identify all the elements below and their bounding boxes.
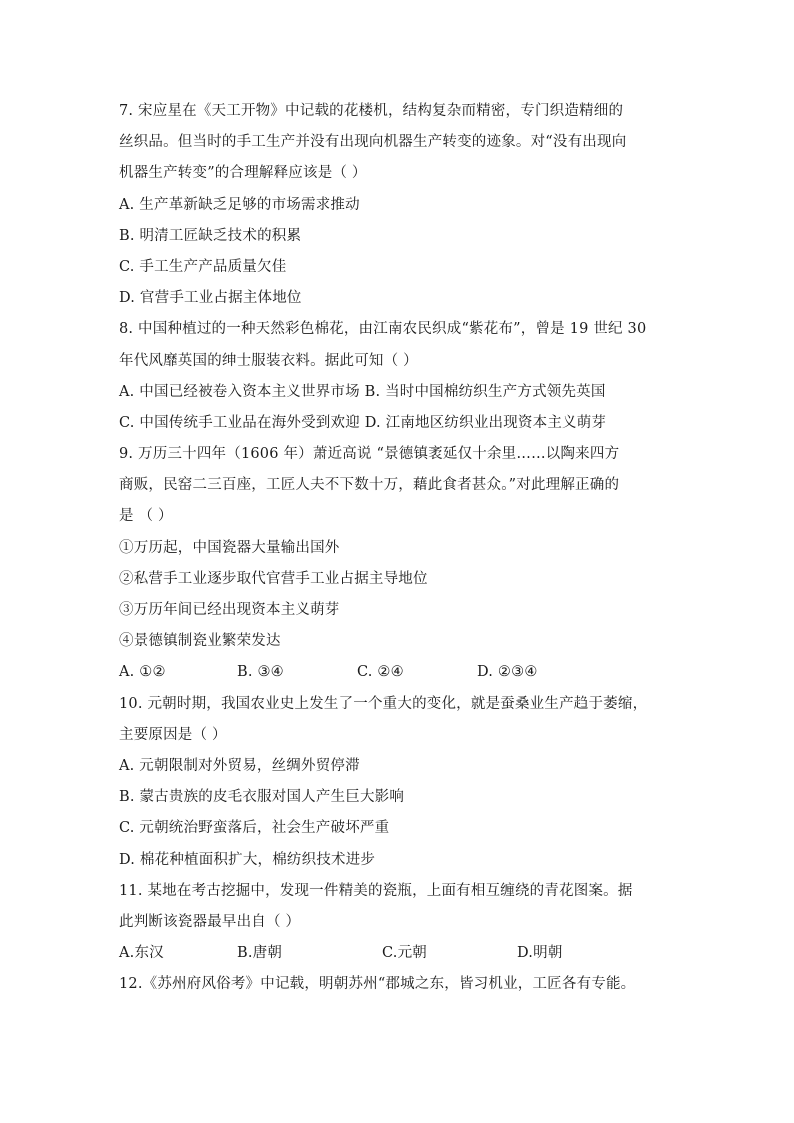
question-8-options-ab: A. 中国已经被卷入资本主义世界市场 B. 当时中国棉纺织生产方式领先英国 [119, 383, 606, 400]
question-7 [119, 96, 679, 314]
question-11 [119, 876, 679, 970]
question-11-stem-line-1: 11. 某地在考古挖掘中，发现一件精美的瓷瓶，上面有相互缠绕的青花图案。据 [119, 882, 633, 899]
question-9-option-c: C. ②④ [357, 664, 404, 681]
question-10-option-c: C. 元朝统治野蛮落后，社会生产破坏严重 [119, 820, 390, 837]
question-8 [119, 314, 679, 439]
question-8-stem-line-2: 年代风靡英国的绅士服装衣料。据此可知（ ） [119, 352, 418, 369]
question-9-statement-2: ②私营手工业逐步取代官营手工业占据主导地位 [119, 570, 428, 587]
question-11-option-c: C.元朝 [382, 945, 427, 962]
question-9-stem-line-1: 9. 万历三十四年（1606 年）萧近高说 “景德镇袤延仅十余里……以陶来四方 [119, 446, 620, 463]
question-9-options [119, 657, 679, 688]
question-9-statement-3: ③万历年间已经出现资本主义萌芽 [119, 602, 340, 618]
question-7-stem-line-3: 机器生产转变”的合理解释应该是（ ） [119, 165, 367, 182]
question-10-option-d: D. 棉花种植面积扩大，棉纺织技术进步 [119, 851, 376, 868]
question-11-options [119, 938, 679, 969]
question-10 [119, 689, 679, 876]
question-11-stem-line-2: 此判断该瓷器最早出自（ ） [119, 913, 301, 930]
question-9-option-d: D. ②③④ [477, 664, 538, 681]
question-12 [119, 969, 679, 1000]
question-12-stem-line-1: 12.《苏州府风俗考》中记载，明朝苏州“郡城之东，皆习机业，工匠各有专能。 [119, 976, 636, 993]
question-7-option-a: A. 生产革新缺乏足够的市场需求推动 [119, 196, 360, 213]
question-11-option-b: B.唐朝 [237, 945, 283, 962]
question-10-stem-line-1: 10. 元朝时期，我国农业史上发生了一个重大的变化，就是蚕桑业生产趋于萎缩， [119, 695, 648, 712]
question-11-option-a: A.东汉 [119, 945, 164, 962]
question-10-option-b: B. 蒙古贵族的皮毛衣服对国人产生巨大影响 [119, 789, 405, 806]
question-8-stem-line-1: 8. 中国种植过的一种天然彩色棉花，由江南农民织成“紫花布”，曾是 19 世纪 30 [119, 321, 647, 338]
question-9-option-b: B. ③④ [237, 664, 284, 681]
exam-page [119, 96, 679, 1000]
question-7-stem-line-2: 丝织品。但当时的手工生产并没有出现向机器生产转变的迹象。对“没有出现向 [119, 134, 627, 151]
question-7-option-b: B. 明清工匠缺乏技术的积累 [119, 227, 302, 244]
question-9-statement-4: ④景德镇制瓷业繁荣发达 [119, 633, 281, 650]
question-9-statement-1: ①万历起，中国瓷器大量输出国外 [119, 539, 340, 556]
question-9 [119, 439, 679, 689]
question-9-stem-line-2: 商贩，民窑二三百座，工匠人夫不下数十万，藉此食者甚众。”对此理解正确的 [119, 477, 620, 494]
question-7-option-d: D. 官营手工业占据主体地位 [119, 290, 302, 307]
question-8-options-cd: C. 中国传统手工业品在海外受到欢迎 D. 江南地区纺织业出现资本主义萌芽 [119, 414, 607, 431]
question-10-option-a: A. 元朝限制对外贸易，丝绸外贸停滞 [119, 757, 360, 774]
question-7-stem-line-1: 7. 宋应星在《天工开物》中记载的花楼机，结构复杂而精密，专门织造精细的 [119, 103, 624, 119]
question-10-stem-line-2: 主要原因是（ ） [119, 726, 227, 743]
question-7-option-c: C. 手工生产产品质量欠佳 [119, 258, 287, 275]
question-9-option-a: A. ①② [119, 664, 166, 681]
question-11-option-d: D.明朝 [517, 945, 563, 962]
question-9-stem-line-3: 是 （ ） [119, 508, 173, 525]
